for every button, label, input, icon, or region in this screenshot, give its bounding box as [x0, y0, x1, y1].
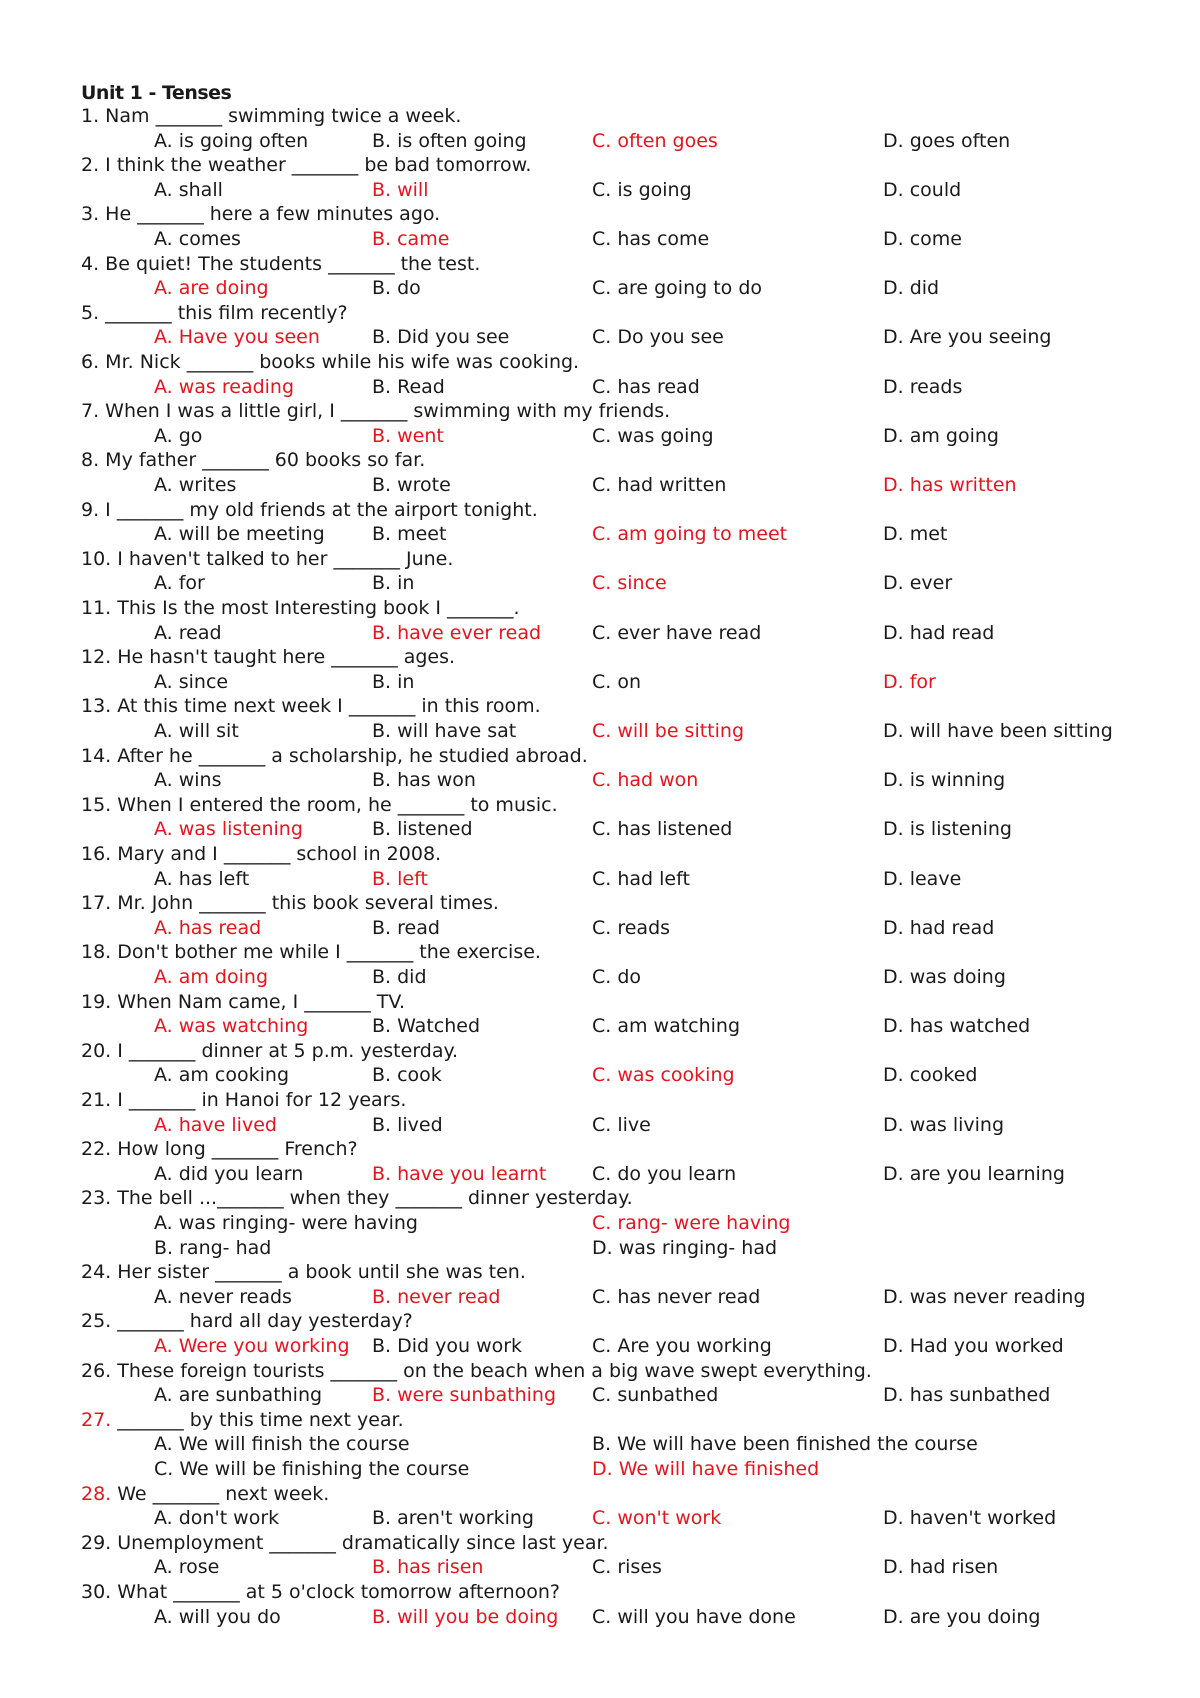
question-number: 2.: [81, 154, 100, 177]
question-5: [81, 301, 348, 325]
option-d: D. is winning: [883, 769, 1006, 792]
option-c: C. am going to meet: [592, 523, 788, 546]
option-c: C. often goes: [592, 129, 718, 152]
question-number: 10.: [81, 547, 112, 570]
option-a: A. read: [154, 621, 222, 644]
option-c: C. Are you working: [592, 1335, 772, 1357]
question-number: 26.: [81, 1359, 112, 1382]
question-7: [81, 399, 670, 423]
question-text: These foreign tourists _______ on the beach when a big wave swept everything.: [111, 1359, 872, 1382]
question-18: [81, 940, 541, 964]
option-d: D. haven't worked: [883, 1507, 1057, 1530]
option-a: A. go: [154, 424, 203, 447]
option-d: D. are you learning: [883, 1162, 1065, 1185]
option-d: D. are you doing: [883, 1605, 1041, 1628]
option-b: B. is often going: [372, 129, 527, 152]
question-number: 22.: [81, 1138, 112, 1161]
question-number: 18.: [81, 941, 112, 964]
option-c: C. ever have read: [592, 621, 762, 644]
option-a: A. have lived: [154, 1113, 277, 1136]
option-d: D. We will have finished: [592, 1458, 820, 1480]
option-b: B. in: [372, 572, 415, 595]
question-text: I haven't talked to her _______ June.: [111, 547, 454, 570]
option-a: A. Were you working: [154, 1335, 350, 1357]
question-1: [81, 104, 461, 128]
option-d: D. did: [883, 277, 940, 300]
question-number: 12.: [81, 646, 112, 669]
option-d: D. was living: [883, 1113, 1005, 1136]
option-c: C. do: [592, 966, 642, 988]
question-number: 20.: [81, 1039, 112, 1062]
option-a: A. am doing: [154, 966, 268, 988]
question-text: He hasn't taught here _______ ages.: [111, 646, 456, 669]
option-a: A. Have you seen: [154, 326, 320, 349]
question-number: 1.: [81, 105, 100, 127]
question-number: 7.: [81, 400, 100, 423]
question-text: After he _______ a scholarship, he studied abroad.: [111, 744, 588, 767]
question-4: [81, 252, 480, 276]
option-b: B. will you be doing: [372, 1605, 559, 1628]
question-17: [81, 891, 499, 915]
option-b: B. wrote: [372, 474, 451, 496]
option-b: B. left: [372, 867, 428, 890]
option-b: B. do: [372, 277, 421, 300]
question-9: [81, 498, 538, 522]
question-text: He _______ here a few minutes ago.: [99, 203, 441, 226]
option-c: C. will be sitting: [592, 720, 745, 742]
option-a: A. don't work: [154, 1507, 280, 1530]
question-26: [81, 1359, 872, 1383]
option-d: D. had read: [883, 621, 995, 644]
option-a: A. comes: [154, 228, 241, 250]
option-a: A. shall: [154, 178, 223, 201]
question-text: What _______ at 5 o'clock tomorrow afternoon?: [111, 1581, 561, 1603]
option-d: D. will have been sitting: [883, 720, 1113, 742]
question-text: Her sister _______ a book until she was ten.: [111, 1261, 526, 1284]
question-text: Unemployment _______ dramatically since last year.: [111, 1531, 609, 1554]
question-text: I _______ dinner at 5 p.m. yesterday.: [111, 1039, 459, 1062]
question-number: 25.: [81, 1310, 112, 1333]
option-c: C. Do you see: [592, 326, 724, 349]
question-text: We _______ next week.: [111, 1482, 330, 1505]
option-a: A. was watching: [154, 1015, 309, 1038]
question-11: [81, 596, 520, 620]
option-b: B. went: [372, 424, 444, 447]
option-c: C. has read: [592, 375, 700, 398]
question-number: 4.: [81, 252, 100, 275]
option-b: B. Watched: [372, 1015, 481, 1038]
question-text: At this time next week I _______ in this room.: [111, 695, 541, 718]
option-a: A. rose: [154, 1556, 220, 1579]
question-number: 23.: [81, 1187, 112, 1210]
option-a: A. am cooking: [154, 1064, 290, 1087]
option-b: B. have ever read: [372, 621, 542, 644]
question-text: Mr. Nick _______ books while his wife was cooking.: [99, 351, 580, 373]
option-b: B. will have sat: [372, 720, 517, 742]
option-b: B. Did you see: [372, 326, 510, 349]
question-text: Mary and I _______ school in 2008.: [111, 843, 442, 865]
option-a: A. are sunbathing: [154, 1384, 323, 1407]
option-d: D. met: [883, 523, 948, 546]
question-number: 30.: [81, 1581, 112, 1603]
question-number: 29.: [81, 1531, 112, 1554]
option-d: D. come: [883, 228, 962, 250]
option-d: D. cooked: [883, 1064, 978, 1087]
option-b: B. never read: [372, 1285, 501, 1308]
option-d: D. reads: [883, 375, 963, 398]
question-number: 11.: [81, 597, 112, 619]
question-text: My father _______ 60 books so far.: [99, 449, 426, 472]
option-a: A. We will finish the course: [154, 1433, 410, 1456]
question-text: When Nam came, I _______ TV.: [111, 990, 406, 1013]
option-b: B. Read: [372, 375, 445, 398]
question-10: [81, 547, 453, 571]
option-b: B. Did you work: [372, 1335, 523, 1357]
question-number: 19.: [81, 990, 112, 1013]
option-a: A. never reads: [154, 1285, 292, 1308]
question-28: [81, 1482, 329, 1506]
option-d: D. ever: [883, 572, 953, 595]
option-c: C. am watching: [592, 1015, 741, 1038]
question-text: I _______ in Hanoi for 12 years.: [111, 1089, 407, 1111]
question-text: _______ hard all day yesterday?: [111, 1310, 413, 1333]
question-14: [81, 744, 588, 768]
option-d: D. had risen: [883, 1556, 999, 1579]
question-number: 8.: [81, 449, 100, 472]
option-c: C. We will be finishing the course: [154, 1458, 470, 1480]
option-b: B. We will have been finished the course: [592, 1433, 978, 1456]
question-text: Nam _______ swimming twice a week.: [99, 105, 462, 127]
question-text: _______ by this time next year.: [111, 1408, 404, 1431]
option-c: C. do you learn: [592, 1162, 737, 1185]
option-b: B. lived: [372, 1113, 443, 1136]
option-c: C. since: [592, 572, 667, 595]
question-text: The bell ..._______ when they _______ dinner yesterday.: [111, 1187, 633, 1210]
question-22: [81, 1137, 358, 1161]
question-16: [81, 842, 441, 866]
option-c: C. is going: [592, 178, 692, 201]
option-c: C. won't work: [592, 1507, 722, 1530]
question-number: 24.: [81, 1261, 112, 1284]
option-b: B. came: [372, 228, 450, 250]
option-b: B. in: [372, 670, 415, 693]
option-d: D. leave: [883, 867, 962, 890]
question-number: 5.: [81, 301, 100, 324]
option-c: C. had left: [592, 867, 690, 890]
question-text: Don't bother me while I _______ the exercise.: [111, 941, 541, 964]
question-number: 27.: [81, 1408, 112, 1431]
option-b: B. has risen: [372, 1556, 484, 1579]
option-a: A. since: [154, 670, 229, 693]
question-21: [81, 1088, 406, 1112]
option-d: D. has written: [883, 474, 1017, 496]
option-c: C. had won: [592, 769, 699, 792]
question-25: [81, 1309, 413, 1333]
option-c: C. reads: [592, 916, 671, 939]
question-number: 6.: [81, 351, 100, 373]
option-a: A. was ringing- were having: [154, 1212, 418, 1234]
option-a: A. will be meeting: [154, 523, 325, 546]
unit-title: Unit 1 - Tenses: [81, 82, 232, 104]
option-c: C. on: [592, 670, 642, 693]
question-number: 16.: [81, 843, 112, 865]
question-text: This Is the most Interesting book I _______.: [111, 597, 520, 619]
option-a: A. writes: [154, 474, 237, 496]
option-b: B. listened: [372, 818, 473, 841]
option-c: C. sunbathed: [592, 1384, 719, 1407]
option-b: B. read: [372, 916, 440, 939]
question-29: [81, 1531, 609, 1555]
option-d: D. has sunbathed: [883, 1384, 1051, 1407]
option-a: A. was listening: [154, 818, 303, 841]
question-19: [81, 990, 405, 1014]
question-number: 14.: [81, 744, 112, 767]
option-a: A. are doing: [154, 277, 269, 300]
option-d: D. Had you worked: [883, 1335, 1064, 1357]
option-c: C. rang- were having: [592, 1212, 791, 1234]
option-a: A. will you do: [154, 1605, 281, 1628]
option-a: A. was reading: [154, 375, 295, 398]
question-number: 9.: [81, 498, 100, 521]
option-b: B. cook: [372, 1064, 442, 1087]
option-b: B. did: [372, 966, 427, 988]
option-a: A. will sit: [154, 720, 239, 742]
option-a: A. has left: [154, 867, 250, 890]
question-text: _______ this film recently?: [99, 301, 348, 324]
question-24: [81, 1260, 526, 1284]
question-text: How long _______ French?: [111, 1138, 358, 1161]
option-c: C. was going: [592, 424, 714, 447]
question-number: 28.: [81, 1482, 112, 1505]
question-number: 3.: [81, 203, 100, 226]
option-d: D. had read: [883, 916, 995, 939]
option-d: D. could: [883, 178, 962, 201]
question-8: [81, 448, 425, 472]
option-c: C. had written: [592, 474, 727, 496]
question-text: Mr. John _______ this book several times.: [111, 892, 499, 915]
option-b: B. were sunbathing: [372, 1384, 557, 1407]
option-c: C. will you have done: [592, 1605, 796, 1628]
option-c: C. live: [592, 1113, 651, 1136]
question-13: [81, 694, 541, 718]
option-d: D. am going: [883, 424, 999, 447]
option-c: C. has never read: [592, 1285, 761, 1308]
question-text: When I entered the room, he _______ to music.: [111, 793, 558, 816]
option-b: B. have you learnt: [372, 1162, 547, 1185]
question-number: 21.: [81, 1089, 112, 1111]
question-text: I _______ my old friends at the airport tonight.: [99, 498, 538, 521]
question-3: [81, 202, 440, 226]
question-text: I think the weather _______ be bad tomorrow.: [99, 154, 532, 177]
question-27: [81, 1408, 404, 1432]
question-15: [81, 793, 558, 817]
option-d: D. was never reading: [883, 1285, 1086, 1308]
option-c: C. are going to do: [592, 277, 763, 300]
option-a: A. is going often: [154, 129, 309, 152]
question-20: [81, 1039, 458, 1063]
option-d: D. is listening: [883, 818, 1012, 841]
option-d: D. Are you seeing: [883, 326, 1052, 349]
option-d: D. goes often: [883, 129, 1011, 152]
question-30: [81, 1580, 560, 1604]
option-d: D. for: [883, 670, 936, 693]
option-d: D. was ringing- had: [592, 1236, 778, 1259]
question-6: [81, 350, 579, 374]
option-d: D. has watched: [883, 1015, 1031, 1038]
question-12: [81, 645, 455, 669]
option-b: B. will: [372, 178, 429, 201]
option-b: B. meet: [372, 523, 447, 546]
option-d: D. was doing: [883, 966, 1006, 988]
option-b: B. aren't working: [372, 1507, 534, 1530]
option-a: A. has read: [154, 916, 262, 939]
question-text: When I was a little girl, I _______ swimming with my friends.: [99, 400, 671, 423]
option-a: A. wins: [154, 769, 222, 792]
option-c: C. was cooking: [592, 1064, 735, 1087]
question-text: Be quiet! The students _______ the test.: [99, 252, 481, 275]
question-number: 15.: [81, 793, 112, 816]
option-c: C. has listened: [592, 818, 733, 841]
option-b: B. rang- had: [154, 1236, 272, 1259]
option-b: B. has won: [372, 769, 476, 792]
option-a: A. for: [154, 572, 205, 595]
option-c: C. has come: [592, 228, 710, 250]
question-number: 13.: [81, 695, 112, 718]
question-2: [81, 153, 531, 177]
option-a: A. did you learn: [154, 1162, 304, 1185]
question-23: [81, 1186, 633, 1210]
option-c: C. rises: [592, 1556, 662, 1579]
question-number: 17.: [81, 892, 112, 915]
